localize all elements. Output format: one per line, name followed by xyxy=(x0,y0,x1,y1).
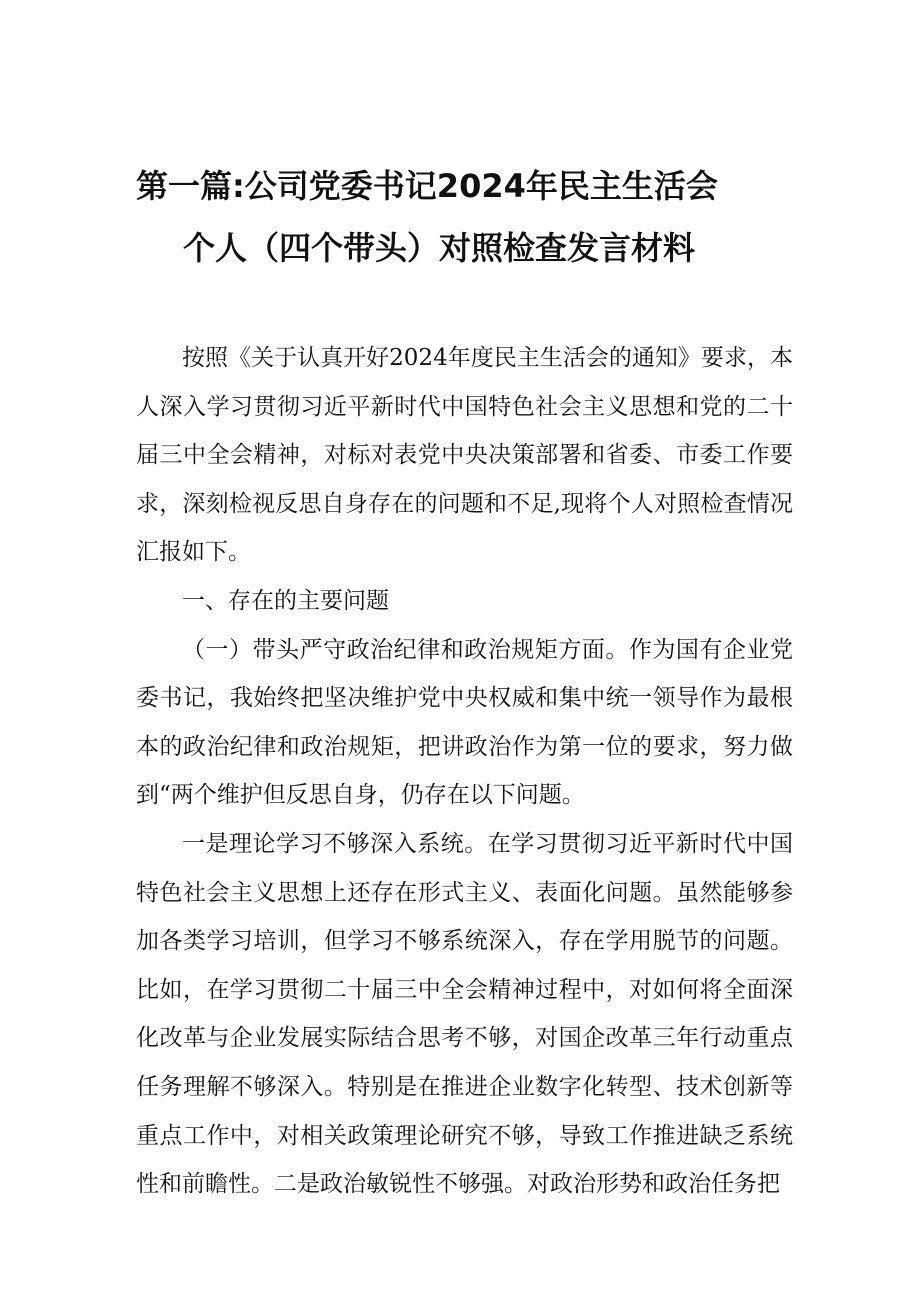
subsection-political-discipline: （一）带头严守政治纪律和政治规矩方面。作为国有企业党委书记，我始终把坚决维护党中央权威和集中统一领导作为最根本的政治纪律和政治规矩，把讲政治作为第一位的要求，努力做到“两个维护但反思自身，仍存在以下问题。 xyxy=(136,636,793,809)
point-theory-study: 一是理论学习不够深入系统。在学习贯彻习近平新时代中国特色社会主义思想上还存在形式主义、表面化问题。虽然能够参加各类学习培训，但学习不够系统深入，存在学用脱节的问题。比如，在学习贯彻二十届三中全会精神过程中，对如何将全面深化改革与企业发展实际结合思考不够，对国企改革三年行动重点任务理解不够深入。特别是在推进企业数字化转型、技术创新等重点工作中，对相关政策理论研究不够，导致工作推进缺乏系统性和前瞻性。二是政治敏锐性不够强。对政治形势和政治任务把 xyxy=(136,830,793,1198)
document-body xyxy=(136,334,793,1209)
section-heading-main-problems: 一、存在的主要问题 xyxy=(182,587,389,614)
intro-paragraph: 按照《关于认真开好2024年度民主生活会的通知》要求，本人深入学习贯彻习近平新时代中国特色社会主义思想和党的二十届三中全会精神，对标对表党中央决策部署和省委、市委工作要求，深刻检视反思自身存在的问题和不足,现将个人对照检查情况汇报如下。 xyxy=(136,345,793,566)
document-title-line-2: 个人（四个带头）对照检查发言材料 xyxy=(183,229,696,267)
document-title-line-1: 第一篇:公司党委书记2024年民主生活会 xyxy=(136,167,718,205)
